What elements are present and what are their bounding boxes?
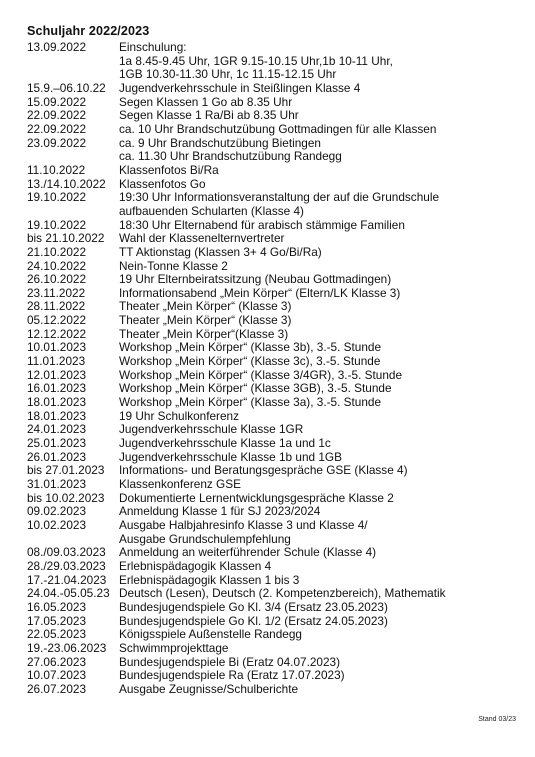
entry-description-line: Informations- und Beratungsgespräche GSE (Klasse 4) (119, 463, 408, 478)
entry-date: 18.01.2023 (27, 395, 87, 410)
entry-date: 09.02.2023 (27, 504, 87, 519)
entry-description (119, 628, 522, 642)
list-item (27, 287, 522, 301)
entry-date: 10.02.2023 (27, 517, 87, 532)
entry-description-line: aufbauenden Schularten (Klasse 4) (119, 203, 304, 218)
entry-description (119, 96, 522, 110)
entry-description-line: Jugendverkehrsschule Klasse 1b und 1GB (119, 449, 342, 464)
entry-description (119, 492, 522, 506)
entry-description-line: Jugendverkehrsschule Klasse 1a und 1c (119, 436, 331, 451)
entry-description-line: Workshop „Mein Körper“ (Klasse 3a), 3.-5. Stunde (119, 395, 382, 410)
list-item (27, 355, 522, 369)
list-item (27, 382, 522, 396)
list-item (27, 601, 522, 615)
entry-description (119, 410, 522, 424)
list-item (27, 219, 522, 233)
entry-description-line: Ausgabe Halbjahresinfo Klasse 3 und Klasse 4/ (119, 517, 368, 532)
entry-description (119, 478, 522, 492)
list-item (27, 273, 522, 287)
entry-description (119, 656, 522, 670)
entry-description-line: Bundesjugendspiele Ra (Eratz 17.07.2023) (119, 668, 345, 683)
entry-description (119, 669, 522, 683)
list-item (27, 109, 522, 123)
entry-description (119, 137, 522, 164)
entry-date: 16.05.2023 (27, 599, 87, 614)
entry-description-line: ca. 9 Uhr Brandschutzübung Bietingen (119, 135, 321, 150)
entry-description-line: Erlebnispädagogik Klassen 1 bis 3 (119, 572, 300, 587)
entry-date: 23.09.2022 (27, 135, 87, 150)
entry-description-line: Theater „Mein Körper“ (Klasse 3) (119, 313, 292, 328)
entry-description (119, 82, 522, 96)
entry-description (119, 232, 522, 246)
entry-date: 16.01.2023 (27, 381, 87, 396)
entry-date: 12.01.2023 (27, 367, 87, 382)
entry-description-line: Workshop „Mein Körper“ (Klasse 3b), 3.-5. Stunde (119, 340, 382, 355)
entry-description-line: Ausgabe Grundschulempfehlung (119, 531, 291, 546)
list-item (27, 137, 522, 164)
entry-date: 28./29.03.2023 (27, 558, 106, 573)
entry-date: 11.10.2022 (27, 162, 86, 177)
list-item (27, 628, 522, 642)
entry-description (119, 191, 522, 218)
entry-description-line: Anmeldung Klasse 1 für SJ 2023/2024 (119, 504, 321, 519)
list-item (27, 669, 522, 683)
list-item (27, 232, 522, 246)
entry-description (119, 560, 522, 574)
status-footer: Stand 03/23 (478, 716, 516, 723)
entry-date: 22.09.2022 (27, 121, 87, 136)
entry-description-line: Bundesjugendspiele Go Kl. 3/4 (Ersatz 23.05.2023) (119, 599, 388, 614)
list-item (27, 478, 522, 492)
entry-description (119, 382, 522, 396)
entry-description-line: Klassenfotos Bi/Ra (119, 162, 219, 177)
entry-description (119, 219, 522, 233)
list-item (27, 396, 522, 410)
entry-description-line: Einschulung: (119, 40, 187, 54)
list-item (27, 492, 522, 506)
entry-description-line: Segen Klassen 1 Go ab 8.35 Uhr (119, 94, 293, 109)
entry-description-line: Nein-Tonne Klasse 2 (119, 258, 228, 273)
page-title: Schuljahr 2022/2023 (27, 24, 150, 38)
entry-description (119, 601, 522, 615)
entry-date: 08./09.03.2023 (27, 545, 106, 560)
entry-date: 24.01.2023 (27, 422, 87, 437)
list-item (27, 464, 522, 478)
entry-date: 27.06.2023 (27, 654, 87, 669)
entry-date: 15.9.–06.10.22 (27, 80, 106, 95)
entry-description-line: Ausgabe Zeugnisse/Schulberichte (119, 681, 299, 696)
entry-description-line: Dokumentierte Lernentwicklungsgespräche Klasse 2 (119, 490, 394, 505)
entry-description (119, 109, 522, 123)
entry-description (119, 574, 522, 588)
entry-description-line: 19 Uhr Schulkonferenz (119, 408, 240, 423)
entry-date: 13.09.2022 (27, 40, 87, 54)
list-item (27, 519, 522, 546)
entry-description (119, 683, 522, 697)
entry-description (119, 587, 522, 601)
entry-description-line: Erlebnispädagogik Klassen 4 (119, 558, 272, 573)
list-item (27, 546, 522, 560)
entry-date: 24.04.-05.05.23 (27, 586, 110, 601)
list-item (27, 505, 522, 519)
entry-date: 17.-21.04.2023 (27, 572, 107, 587)
list-item (27, 314, 522, 328)
entry-description (119, 300, 522, 314)
entry-description-line: Klassenfotos Go (119, 176, 206, 191)
list-item (27, 437, 522, 451)
list-item (27, 423, 522, 437)
entry-date: 11.01.2023 (27, 354, 86, 369)
entry-description-line: Workshop „Mein Körper“ (Klasse 3GB), 3.-5. Stunde (119, 381, 392, 396)
entry-date: 31.01.2023 (27, 477, 87, 491)
entry-description (119, 260, 522, 274)
entry-description-line: 19:30 Uhr Informationsveranstaltung der auf die Grundschule (119, 190, 440, 205)
entry-description-line: ca. 10 Uhr Brandschutzübung Gottmadingen für alle Klassen (119, 121, 437, 136)
list-item (27, 451, 522, 465)
entry-date: 15.09.2022 (27, 94, 87, 109)
entry-description-line: 19 Uhr Elternbeiratssitzung (Neubau Gottmadingen) (119, 272, 392, 287)
entry-date: 17.05.2023 (27, 613, 87, 628)
entry-description (119, 314, 522, 328)
entry-date: 18.01.2023 (27, 408, 87, 423)
entry-date: 22.09.2022 (27, 108, 87, 123)
list-item (27, 328, 522, 342)
list-item (27, 410, 522, 424)
entry-description (119, 369, 522, 383)
entry-description-line: Workshop „Mein Körper“ (Klasse 3/4GR), 3.-5. Stunde (119, 367, 403, 382)
entry-date: 26.07.2023 (27, 681, 87, 696)
entry-description-line: 1GB 10.30-11.30 Uhr, 1c 11.15-12.15 Uhr (119, 67, 337, 82)
schedule-list (27, 41, 522, 697)
entry-description-line: 18:30 Uhr Elternabend für arabisch stämmige Familien (119, 217, 405, 232)
entry-description (119, 437, 522, 451)
entry-description-line: Königsspiele Außenstelle Randegg (119, 627, 302, 642)
entry-description (119, 123, 522, 137)
list-item (27, 587, 522, 601)
entry-date: 23.11.2022 (27, 285, 86, 300)
entry-description (119, 164, 522, 178)
list-item (27, 574, 522, 588)
entry-date: bis 10.02.2023 (27, 490, 105, 505)
entry-description (119, 287, 522, 301)
entry-description (119, 464, 522, 478)
entry-description-line: Wahl der Klassenelternvertreter (119, 231, 285, 246)
entry-description-line: Theater „Mein Körper“(Klasse 3) (119, 326, 289, 341)
entry-description (119, 519, 522, 546)
list-item (27, 178, 522, 192)
list-item (27, 123, 522, 137)
entry-description-line: Segen Klasse 1 Ra/Bi ab 8.35 Uhr (119, 108, 299, 123)
entry-description-line: ca. 11.30 Uhr Brandschutzübung Randegg (119, 149, 342, 164)
entry-date: 28.11.2022 (27, 299, 86, 314)
entry-description-line: Informationsabend „Mein Körper“ (Eltern/LK Klasse 3) (119, 285, 401, 300)
entry-description (119, 642, 522, 656)
entry-description-line: Bundesjugendspiele Bi (Eratz 04.07.2023) (119, 654, 341, 669)
entry-date: 19.-23.06.2023 (27, 640, 107, 655)
entry-date: 26.01.2023 (27, 449, 87, 464)
entry-description (119, 41, 522, 82)
list-item (27, 41, 522, 82)
entry-date: 10.07.2023 (27, 668, 87, 683)
entry-date: 21.10.2022 (27, 244, 87, 259)
entry-description (119, 178, 522, 192)
list-item (27, 656, 522, 670)
entry-description (119, 355, 522, 369)
entry-description (119, 396, 522, 410)
entry-date: 22.05.2023 (27, 627, 87, 642)
entry-description-line: Jugendverkehrsschule in Steißlingen Klasse 4 (119, 80, 361, 95)
list-item (27, 96, 522, 110)
list-item (27, 246, 522, 260)
entry-description (119, 273, 522, 287)
entry-description-line: Workshop „Mein Körper“ (Klasse 3c), 3.-5. Stunde (119, 354, 381, 369)
entry-date: 12.12.2022 (27, 326, 87, 341)
entry-date: 24.10.2022 (27, 258, 87, 273)
entry-date: 25.01.2023 (27, 436, 87, 451)
list-item (27, 341, 522, 355)
entry-date: bis 27.01.2023 (27, 463, 105, 478)
entry-description-line: Klassenkonferenz GSE (119, 477, 241, 491)
list-item (27, 260, 522, 274)
entry-description (119, 246, 522, 260)
entry-description (119, 546, 522, 560)
entry-description (119, 423, 522, 437)
list-item (27, 615, 522, 629)
list-item (27, 683, 522, 697)
entry-description (119, 505, 522, 519)
entry-date: 13./14.10.2022 (27, 176, 106, 191)
entry-description-line: 1a 8.45-9.45 Uhr, 1GR 9.15-10.15 Uhr,1b 10-11 Uhr, (119, 53, 393, 68)
entry-description-line: Theater „Mein Körper“ (Klasse 3) (119, 299, 292, 314)
entry-date: 05.12.2022 (27, 313, 87, 328)
entry-description-line: Jugendverkehrsschule Klasse 1GR (119, 422, 304, 437)
entry-description-line: Bundesjugendspiele Go Kl. 1/2 (Ersatz 24.05.2023) (119, 613, 388, 628)
list-item (27, 164, 522, 178)
list-item (27, 82, 522, 96)
entry-description (119, 451, 522, 465)
entry-description-line: Schwimmprojekttage (119, 640, 229, 655)
entry-description (119, 615, 522, 629)
entry-date: 19.10.2022 (27, 217, 87, 232)
entry-description (119, 328, 522, 342)
list-item (27, 191, 522, 218)
entry-description-line: Anmeldung an weiterführender Schule (Klasse 4) (119, 545, 377, 560)
entry-description-line: TT Aktionstag (Klassen 3+ 4 Go/Bi/Ra) (119, 244, 322, 259)
entry-description-line: Deutsch (Lesen), Deutsch (2. Kompetenzbereich), Mathematik (119, 586, 446, 601)
list-item (27, 300, 522, 314)
list-item (27, 642, 522, 656)
entry-date: 10.01.2023 (27, 340, 87, 355)
entry-description (119, 341, 522, 355)
list-item (27, 369, 522, 383)
entry-date: 19.10.2022 (27, 190, 87, 205)
entry-date: 26.10.2022 (27, 272, 87, 287)
list-item (27, 560, 522, 574)
entry-date: bis 21.10.2022 (27, 231, 105, 246)
